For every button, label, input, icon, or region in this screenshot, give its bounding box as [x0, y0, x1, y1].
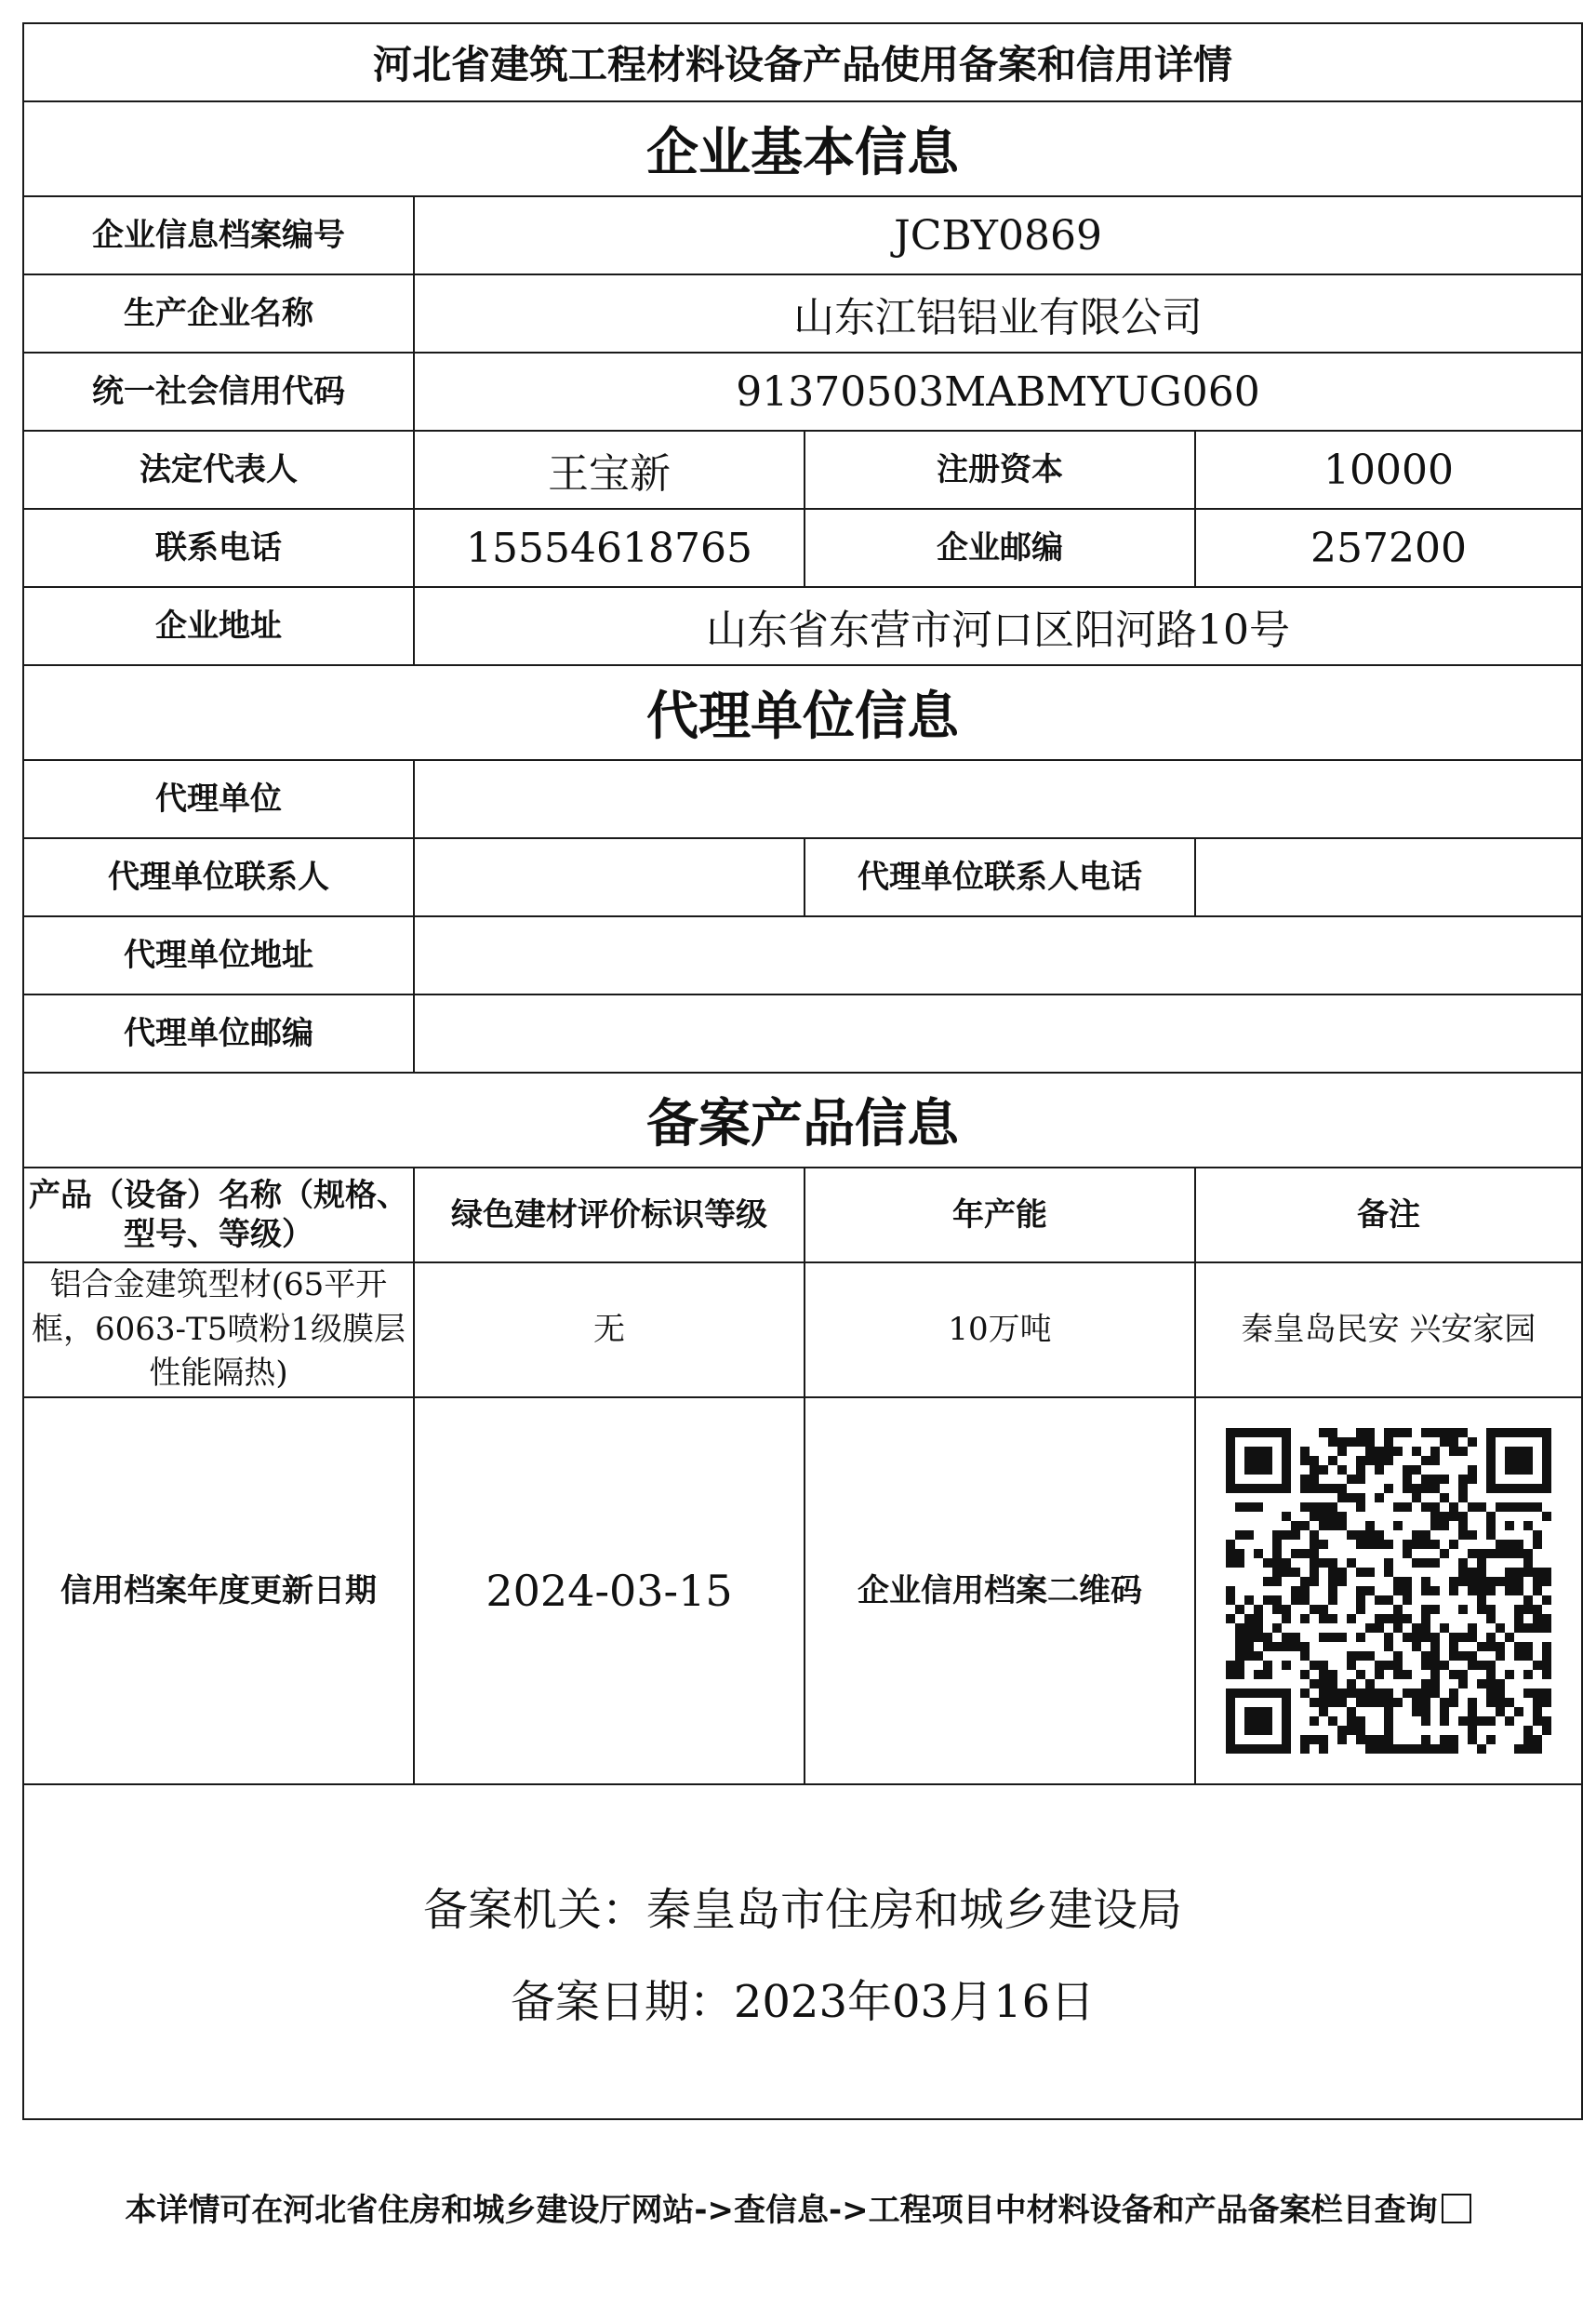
address-label: 企业地址: [23, 587, 414, 665]
query-note-text: 本详情可在河北省住房和城乡建设厅网站->查信息->工程项目中材料设备和产品备案栏目查询: [125, 2192, 1438, 2229]
remark-header: 备注: [1195, 1168, 1582, 1262]
agent-contact-value: [414, 838, 805, 916]
section-enterprise-title: 企业基本信息: [23, 101, 1582, 196]
qr-code[interactable]: [1195, 1397, 1582, 1784]
capital-label: 注册资本: [805, 431, 1195, 509]
green-grade-header: 绿色建材评价标识等级: [414, 1168, 805, 1262]
agent-contact-phone-value: [1195, 838, 1582, 916]
agent-contact-phone-label: 代理单位联系人电话: [805, 838, 1195, 916]
agent-unit-label: 代理单位: [23, 760, 414, 838]
company-name-value: 山东江铝铝业有限公司: [414, 274, 1582, 353]
legal-rep-label: 法定代表人: [23, 431, 414, 509]
agent-address-value: [414, 916, 1582, 994]
filing-date: 备案日期：2023年03月16日: [510, 1975, 1096, 2028]
page-title: 河北省建筑工程材料设备产品使用备案和信用详情: [23, 23, 1582, 101]
remark-value: 秦皇岛民安 兴安家园: [1195, 1262, 1582, 1397]
empty-box-icon: [1442, 2194, 1471, 2223]
phone-value: 15554618765: [414, 509, 805, 587]
section-agent-title: 代理单位信息: [23, 665, 1582, 760]
capital-value: 10000: [1195, 431, 1582, 509]
capacity-header: 年产能: [805, 1168, 1195, 1262]
qr-code-icon: [1226, 1428, 1551, 1754]
record-form-table: [22, 22, 1583, 2120]
green-grade-value: 无: [414, 1262, 805, 1397]
capacity-value: 10万吨: [805, 1262, 1195, 1397]
record-document: [22, 22, 1583, 2120]
phone-label: 联系电话: [23, 509, 414, 587]
file-no-label: 企业信息档案编号: [23, 196, 414, 274]
filing-info-box: [23, 1784, 1582, 2119]
postcode-value: 257200: [1195, 509, 1582, 587]
agent-postcode-label: 代理单位邮编: [23, 994, 414, 1073]
agent-address-label: 代理单位地址: [23, 916, 414, 994]
credit-code-value: 91370503MABMYUG060: [414, 353, 1582, 431]
qr-code-label: 企业信用档案二维码: [805, 1397, 1195, 1784]
update-date-value: 2024-03-15: [414, 1397, 805, 1784]
agent-unit-value: [414, 760, 1582, 838]
update-date-label: 信用档案年度更新日期: [23, 1397, 414, 1784]
company-name-label: 生产企业名称: [23, 274, 414, 353]
product-name-value: 铝合金建筑型材(65平开框，6063-T5喷粉1级膜层性能隔热): [23, 1262, 414, 1397]
product-name-header: 产品（设备）名称（规格、型号、等级）: [23, 1168, 414, 1262]
address-value: 山东省东营市河口区阳河路10号: [414, 587, 1582, 665]
file-no-value: JCBY0869: [414, 196, 1582, 274]
filing-authority: 备案机关：秦皇岛市住房和城乡建设局: [423, 1883, 1183, 1936]
credit-code-label: 统一社会信用代码: [23, 353, 414, 431]
agent-postcode-value: [414, 994, 1582, 1073]
agent-contact-label: 代理单位联系人: [23, 838, 414, 916]
legal-rep-value: 王宝新: [414, 431, 805, 509]
query-note: [0, 2184, 1596, 2230]
product-row: [23, 1262, 1582, 1397]
section-product-title: 备案产品信息: [23, 1073, 1582, 1168]
postcode-label: 企业邮编: [805, 509, 1195, 587]
